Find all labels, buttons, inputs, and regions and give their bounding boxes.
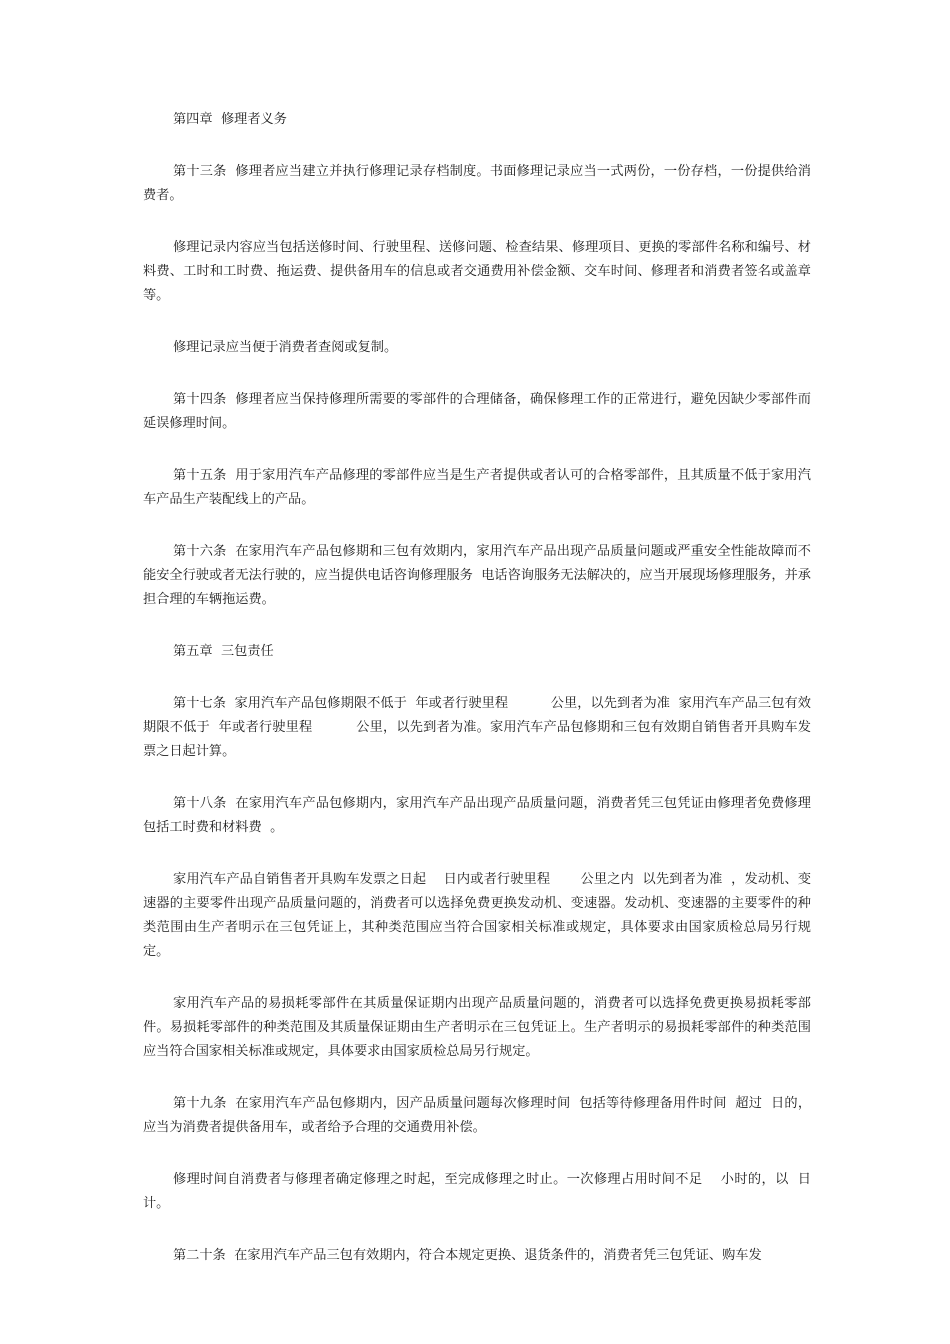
article-18-wear-parts: 家用汽车产品的易损耗零部件在其质量保证期内出现产品质量问题的，消费者可以选择免费更换易损耗零部件。易损耗零部件的种类范围及其质量保证期由生产者明示在三包凭证上。生产者明示的易损耗零部件的种类范围应当符合国家相关标准或规定，具体要求由国家质检总局另行规定。	[143, 996, 811, 1059]
chapter-heading-5: 第五章 三包责任	[173, 644, 274, 659]
document-body	[143, 108, 820, 1296]
article-13: 第十三条 修理者应当建立并执行修理记录存档制度。书面修理记录应当一式两份，一份存档，一份提供给消费者。	[143, 164, 811, 203]
article-18: 第十八条 在家用汽车产品包修期内，家用汽车产品出现产品质量问题，消费者凭三包凭证由修理者免费修理 包括工时费和材料费 。	[143, 796, 820, 835]
article-13-record-contents: 修理记录内容应当包括送修时间、行驶里程、送修问题、检查结果、修理项目、更换的零部件名称和编号、材料费、工时和工时费、拖运费、提供备用车的信息或者交通费用补偿金额、交车时间、修理者和消费者签名或盖章等。	[143, 240, 811, 303]
article-18-engine-gearbox: 家用汽车产品自销售者开具购车发票之日起 日内或者行驶里程 公里之内 以先到者为准 ，发动机、变速器的主要零件出现产品质量问题的，消费者可以选择免费更换发动机、变速器。发动机、变速器的主要零件的种类范围由生产者明示在三包凭证上，其种类范围应当符合国家相关标准或规定，具体要求由国家质检总局另行规定。	[143, 872, 811, 959]
article-14: 第十四条 修理者应当保持修理所需要的零部件的合理储备，确保修理工作的正常进行，避免因缺少零部件而延误修理时间。	[143, 392, 811, 431]
article-15: 第十五条 用于家用汽车产品修理的零部件应当是生产者提供或者认可的合格零部件，且其质量不低于家用汽车产品生产装配线上的产品。	[143, 468, 811, 507]
article-13-record-access: 修理记录应当便于消费者查阅或复制。	[173, 340, 398, 355]
article-16: 第十六条 在家用汽车产品包修期和三包有效期内，家用汽车产品出现产品质量问题或严重安全性能故障而不能安全行驶或者无法行驶的，应当提供电话咨询修理服务 电话咨询服务无法解决的，应当开展现场修理服务，并承担合理的车辆拖运费。	[143, 544, 811, 607]
chapter-heading-4: 第四章 修理者义务	[173, 112, 287, 127]
article-19: 第十九条 在家用汽车产品包修期内，因产品质量问题每次修理时间 包括等待修理备用件时间 超过 日的，应当为消费者提供备用车，或者给予合理的交通费用补偿。	[143, 1096, 811, 1135]
article-20: 第二十条 在家用汽车产品三包有效期内，符合本规定更换、退货条件的，消费者凭三包凭证、购车发	[173, 1248, 762, 1263]
article-17: 第十七条 家用汽车产品包修期限不低于 年或者行驶里程 公里，以先到者为准 家用汽车产品三包有效期限不低于 年或者行驶里程 公里，以先到者为准。家用汽车产品包修期和三包有效期自销售者开具购车发票之日起计算。	[143, 696, 811, 759]
article-19-repair-time: 修理时间自消费者与修理者确定修理之时起，至完成修理之时止。一次修理占用时间不足 小时的，以 日计。	[143, 1172, 811, 1211]
